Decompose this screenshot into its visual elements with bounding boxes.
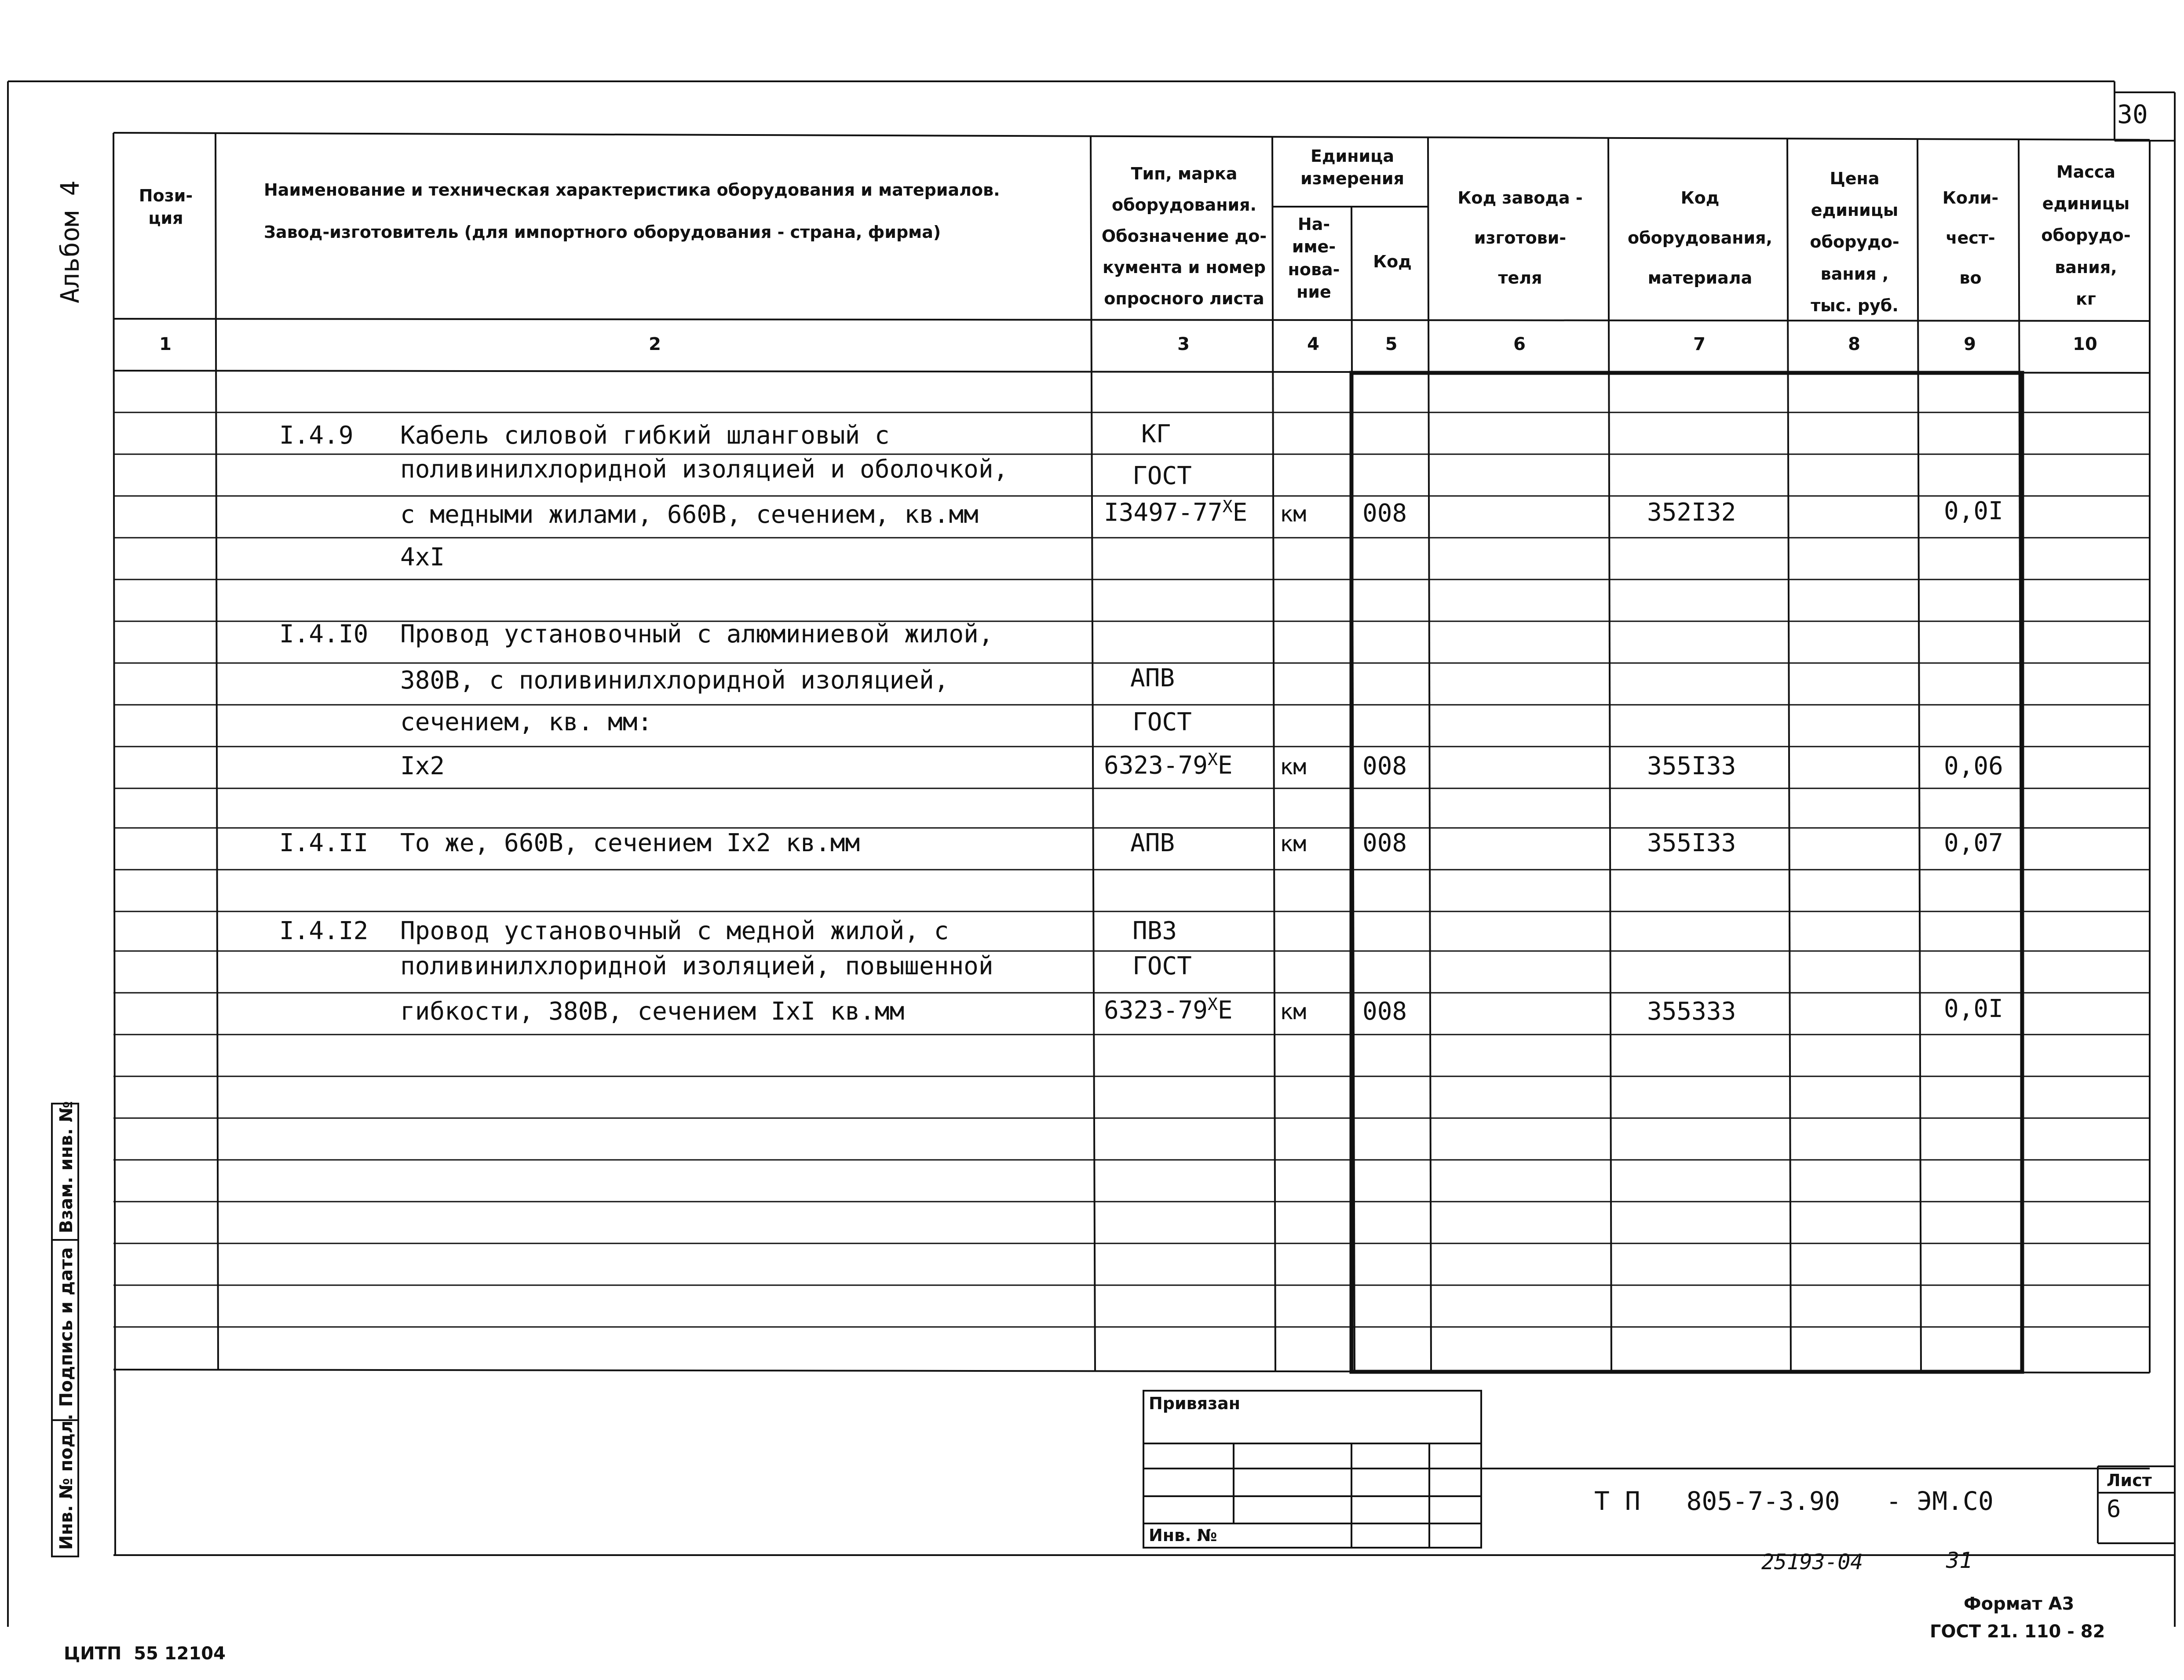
row-type: $6323-79^XЕ$ — [1104, 750, 1233, 780]
row-unit: км — [1280, 999, 1307, 1024]
handwritten-page: 31 — [1946, 1548, 1973, 1573]
stamp-list-label: Лист — [2107, 1471, 2152, 1490]
stamp-inv-no: Инв. № — [1149, 1526, 1217, 1545]
row-name: Кабель силовой гибкий шланговый с — [400, 421, 890, 450]
header-equipment-code: Код оборудования, материала — [1628, 188, 1772, 288]
side-label-inv-podl: Инв. № подл. — [56, 1414, 77, 1550]
row-unit: км — [1280, 501, 1307, 527]
row-position: I.4.I0 — [279, 620, 369, 649]
column-number: 7 — [1693, 334, 1706, 354]
stamp-privyazan: Привязан — [1149, 1394, 1241, 1413]
row-unit-code: 008 — [1362, 499, 1407, 528]
row-type: ГОСТ — [1132, 708, 1192, 736]
column-number: 1 — [159, 334, 172, 354]
row-name: гибкости, 380В, сечением IхI кв.мм — [400, 997, 905, 1026]
row-name: поливинилхлоридной изоляцией и оболочкой, — [400, 455, 1008, 484]
row-unit-code: 008 — [1362, 752, 1407, 780]
header-factory-code: Код завода - изготови- теля — [1457, 188, 1583, 288]
row-quantity: 0,0I — [1944, 995, 2003, 1023]
handwritten-number: 25193-04 — [1761, 1550, 1863, 1574]
row-unit: км — [1280, 831, 1307, 856]
header-price: Цена единицы оборудо- вания , тыс. руб. — [1810, 169, 1899, 315]
row-type: АПВ — [1130, 829, 1175, 857]
row-name: Провод установочный с алюминиевой жилой, — [400, 620, 993, 649]
gost-label: ГОСТ 21. 110 - 82 — [1930, 1622, 2105, 1642]
row-type: КГ — [1141, 420, 1171, 448]
stamp-list-number: 6 — [2107, 1495, 2121, 1523]
row-position: I.4.9 — [279, 421, 354, 450]
stamp-designation: Т П 805-7-3.90 - ЭМ.С0 — [1594, 1486, 1994, 1516]
row-unit: км — [1280, 754, 1307, 780]
column-number: 5 — [1385, 334, 1398, 354]
format-label: Формат А3 — [1964, 1594, 2074, 1614]
row-type: $I3497-77^XЕ$ — [1104, 497, 1248, 527]
column-number: 2 — [649, 334, 661, 354]
row-name: 4xI — [400, 543, 445, 572]
header-unit-name: На- име- нова- ние — [1288, 215, 1340, 302]
row-name: с медными жилами, 660В, сечением, кв.мм — [400, 500, 979, 529]
side-label-podpis: Подпись и дата — [56, 1247, 77, 1407]
row-equipment-code: 355333 — [1647, 997, 1736, 1026]
row-quantity: 0,07 — [1944, 829, 2003, 857]
row-type: ПВЗ — [1132, 917, 1177, 945]
header-unit-code: Код — [1373, 252, 1412, 271]
header-mass: Масса единицы оборудо- вания, кг — [2041, 162, 2131, 309]
header-quantity: Коли- чест- во — [1942, 188, 1999, 288]
column-number: 10 — [2073, 334, 2097, 354]
row-unit-code: 008 — [1362, 829, 1407, 857]
column-number: 3 — [1177, 334, 1190, 354]
row-name: 380В, с поливинилхлоридной изоляцией, — [400, 666, 949, 695]
row-quantity: 0,06 — [1944, 752, 2003, 780]
row-equipment-code: 352I32 — [1647, 498, 1736, 527]
row-type: ГОСТ — [1132, 952, 1192, 980]
row-name: сечением, кв. мм: — [400, 708, 653, 736]
row-type: $6323-79^XЕ$ — [1104, 995, 1233, 1025]
row-name: Iх2 — [400, 752, 445, 780]
row-position: I.4.II — [279, 829, 369, 857]
row-name: То же, 660В, сечением Iх2 кв.мм — [400, 829, 860, 857]
row-name: поливинилхлоридной изоляцией, повышенной — [400, 952, 993, 980]
side-label-vzam: Взам. инв. № — [56, 1101, 77, 1233]
bottom-left-code: ЦИТП 55 12104 — [64, 1644, 226, 1664]
header-name: Наименование и техническая характеристика оборудования и материалов. Завод-изготовитель (для импортного оборудования - страна, фирма) — [264, 180, 1000, 242]
column-number: 9 — [1964, 334, 1976, 354]
header-position: Пози- ция — [139, 186, 193, 228]
row-equipment-code: 355I33 — [1647, 752, 1736, 780]
album-label: Альбом 4 — [55, 180, 85, 303]
column-number: 4 — [1307, 334, 1319, 354]
header-type: Тип, марка оборудования. Обозначение до- кумента и номер опросного листа — [1101, 164, 1267, 309]
row-equipment-code: 355I33 — [1647, 829, 1736, 857]
row-name: Провод установочный с медной жилой, с — [400, 917, 949, 945]
row-position: I.4.I2 — [279, 917, 369, 945]
column-number: 8 — [1848, 334, 1860, 354]
row-type: АПВ — [1130, 664, 1175, 692]
row-type: ГОСТ — [1132, 462, 1192, 490]
page-number: 30 — [2117, 99, 2148, 129]
row-quantity: 0,0I — [1944, 497, 2003, 525]
column-number: 6 — [1513, 334, 1526, 354]
header-unit-group: Единица измерения — [1300, 146, 1404, 189]
row-unit-code: 008 — [1362, 997, 1407, 1026]
